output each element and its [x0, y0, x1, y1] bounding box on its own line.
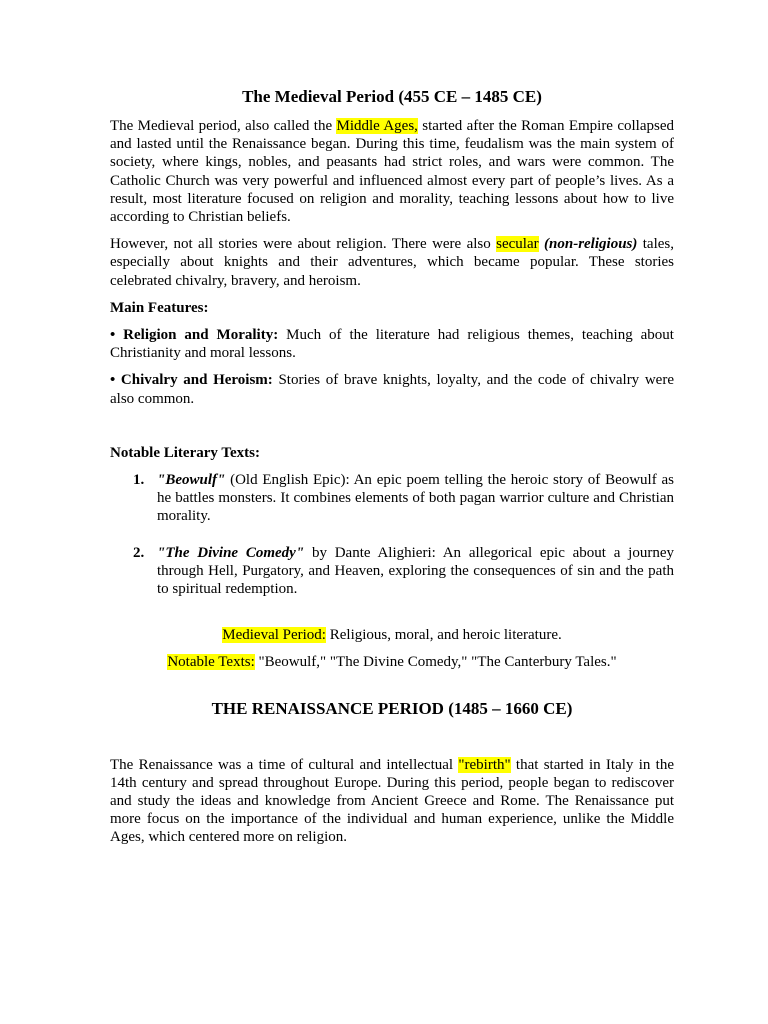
text-run: The Medieval period, also called the [110, 118, 337, 134]
summary-text: Religious, moral, and heroic literature. [325, 627, 562, 644]
highlight-rebirth: "rebirth" [458, 756, 511, 773]
summary-line [110, 626, 674, 644]
text-run: However, not all stories were about religion. There were also [110, 236, 497, 253]
list-item [110, 544, 674, 599]
text-run: that started in Italy in the 14th century and spread throughout Europe. During this period, people began to rediscover and study the ideas and knowledge from Ancient Greece and Rome. The Renaissance put more focus on the importance of the individual and human experience, unlike the Middle Ages, which centered more on religion. [110, 756, 675, 846]
notable-texts-list [110, 471, 674, 598]
list-item [110, 471, 674, 526]
text-run: started after the Roman Empire collapsed and lasted until the Renaissance began. During this time, feudalism was the main system of society, where kings, nobles, and peasants had strict roles, and wars were common. The Catholic Church was very powerful and influenced almost every part of people’s lives. As a result, most literature focused on religion and morality, teaching lessons about how to live according to Christian beliefs. [110, 118, 674, 226]
medieval-title: The Medieval Period (455 CE – 1485 CE) [242, 87, 542, 106]
summary-label: Medieval Period: [222, 627, 326, 644]
renaissance-intro-paragraph [110, 756, 674, 847]
medieval-intro-paragraph [110, 117, 674, 226]
summary-line [110, 653, 674, 671]
text-description: by Dante Alighieri: An allegorical epic about a journey through Hell, Purgatory, and Heaven, exploring the consequences of sin and the path to spiritual redemption. [157, 544, 674, 598]
text-run: tales, especially about knights and their adventures, which became popular. These stories celebrated chivalry, bravery, and heroism. [110, 236, 674, 289]
feature-label: • Religion and Morality: [110, 327, 279, 344]
feature-label: • Chivalry and Heroism: [110, 372, 273, 389]
medieval-secular-paragraph [110, 235, 674, 290]
summary-label: Notable Texts: [167, 654, 255, 671]
text-run: The Renaissance was a time of cultural and intellectual [110, 756, 459, 773]
summary-text: "Beowulf," "The Divine Comedy," "The Canterbury Tales." [254, 654, 617, 671]
highlight-secular: secular [496, 236, 539, 253]
renaissance-title: THE RENAISSANCE PERIOD (1485 – 1660 CE) [211, 698, 573, 718]
list-number: 2. [133, 544, 145, 561]
emphasis-non-religious: (non-religious) [544, 236, 638, 253]
text-description: (Old English Epic): An epic poem telling the heroic story of Beowulf as he battles monsters. It combines elements of both pagan warrior culture and Christian morality. [157, 472, 674, 525]
notable-texts-heading: Notable Literary Texts: [110, 444, 260, 461]
text-title: "Beowulf" [157, 472, 226, 489]
text-title: "The Divine Comedy" [157, 544, 305, 561]
main-features-heading: Main Features: [110, 299, 209, 316]
feature-text: Stories of brave knights, loyalty, and the code of chivalry were also common. [110, 372, 674, 407]
feature-item [110, 326, 674, 362]
highlight-middle-ages: Middle Ages, [336, 118, 418, 134]
feature-item [110, 371, 674, 407]
feature-text: Much of the literature had religious themes, teaching about Christianity and moral lessons. [110, 327, 674, 362]
document-content [110, 86, 674, 847]
list-number: 1. [133, 472, 145, 489]
